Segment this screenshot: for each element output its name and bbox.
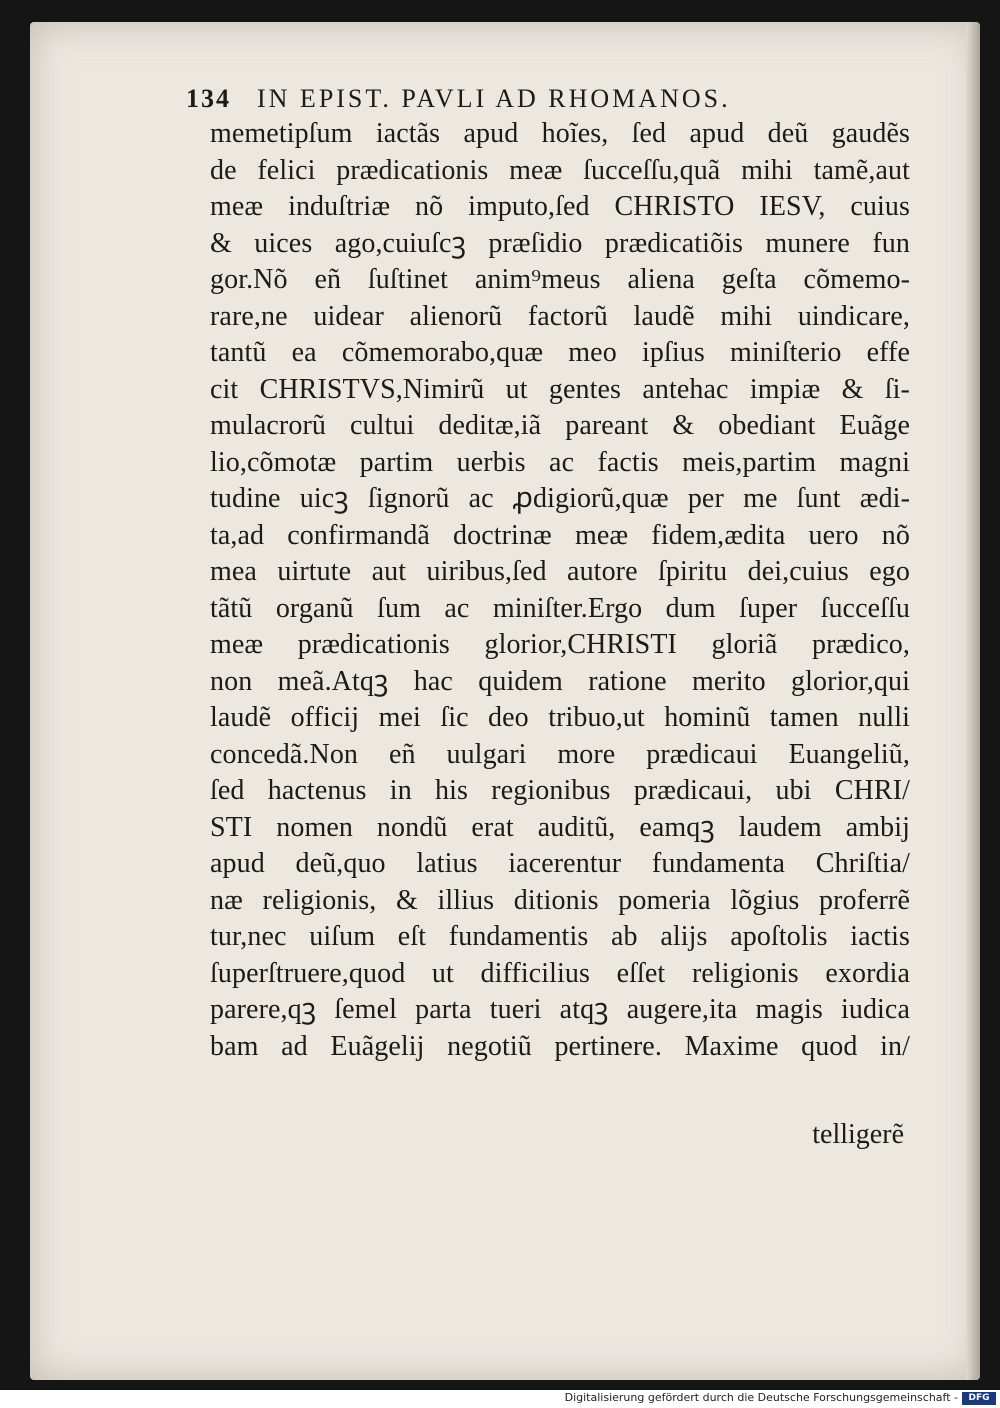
- text-line: ta,ad confirmandã doctrinæ meæ fidem,ædita uero nõ: [210, 519, 910, 551]
- text-line: non meã.Atqꝫ hac quidem ratione merito glorior,qui: [210, 665, 910, 697]
- running-head: [186, 82, 910, 116]
- text-line: & uices ago,cuiuſcꝫ præſidio prædicatiõis munere fun: [210, 227, 910, 259]
- text-line: ſuperſtruere,quod ut difficilius eſſet religionis exordia: [210, 957, 910, 989]
- text-line: laudẽ officij mei ſic deo tribuo,ut hominũ tamen nulli: [210, 702, 910, 733]
- text-line: tudine uicꝫ ſignorũ ac ꝓdigiorũ,quæ per me ſunt ædi-: [210, 483, 910, 514]
- body-text: [210, 116, 910, 1065]
- text-line: bam ad Euãgelij negotiũ pertinere. Maxime quod in/: [210, 1030, 910, 1062]
- text-line: memetipſum iactãs apud hoĩes, ſed apud deũ gaudẽs: [210, 118, 910, 149]
- text-block: [186, 82, 910, 1150]
- text-line: meæ prædicationis glorior,CHRISTI gloriã prædico,: [210, 629, 910, 660]
- text-line: mea uirtute aut uiribus,ſed autore ſpiritu dei,cuius ego: [210, 556, 910, 587]
- text-line: tantũ ea cõmemorabo,quæ meo ipſius miniſterio effe: [210, 337, 910, 368]
- text-line: apud deũ,quo latius iacerentur fundamenta Chriſtia/: [210, 848, 910, 879]
- text-line: parere,qꝫ ſemel parta tueri atqꝫ augere,ita magis iudica: [210, 994, 910, 1025]
- running-head-title: IN EPIST. PAVLI AD RHOMANOS.: [257, 84, 731, 113]
- text-line: tur,nec uiſum eſt fundamentis ab alijs apoſtolis iactis: [210, 921, 910, 952]
- text-line: lio,cõmotæ partim uerbis ac factis meis,partim magni: [210, 446, 910, 478]
- text-line: rare,ne uidear alienorũ factorũ laudẽ mihi uindicare,: [210, 300, 910, 332]
- text-line: gor.Nõ eñ ſuſtinet anim⁹meus aliena geſta cõmemo-: [210, 264, 910, 295]
- funding-credit: Digitalisierung gefördert durch die Deutsche Forschungsgemeinschaft -: [564, 1391, 958, 1404]
- text-line: meæ induſtriæ nõ imputo,ſed CHRISTO IESV, cuius: [210, 191, 910, 222]
- dfg-logo-icon: DFG: [962, 1392, 996, 1405]
- text-line: cit CHRISTVS,Nimirũ ut gentes antehac impiæ & ſi-: [210, 373, 910, 405]
- text-line: mulacrorũ cultui deditæ,iã pareant & obediant Euãge: [210, 410, 910, 441]
- footer-bar: [0, 1390, 1000, 1408]
- text-line: næ religionis, & illius ditionis pomeria lõgius proferrẽ: [210, 884, 910, 916]
- text-line: tãtũ organũ ſum ac miniſter.Ergo dum ſuper ſucceſſu: [210, 592, 910, 624]
- folio-number: 134: [186, 84, 231, 113]
- book-page: [30, 22, 980, 1380]
- text-line: STI nomen nondũ erat auditũ, eamqꝫ laudem ambij: [210, 811, 910, 843]
- text-line: ſed hactenus in his regionibus prædicaui, ubi CHRI/: [210, 775, 910, 806]
- page-edge: [966, 22, 980, 1380]
- catchword: telligerẽ: [812, 1119, 904, 1150]
- text-line: de felici prædicationis meæ ſucceſſu,quã mihi tamẽ,aut: [210, 154, 910, 186]
- text-line: concedã.Non eñ uulgari more prædicaui Euangeliũ,: [210, 738, 910, 770]
